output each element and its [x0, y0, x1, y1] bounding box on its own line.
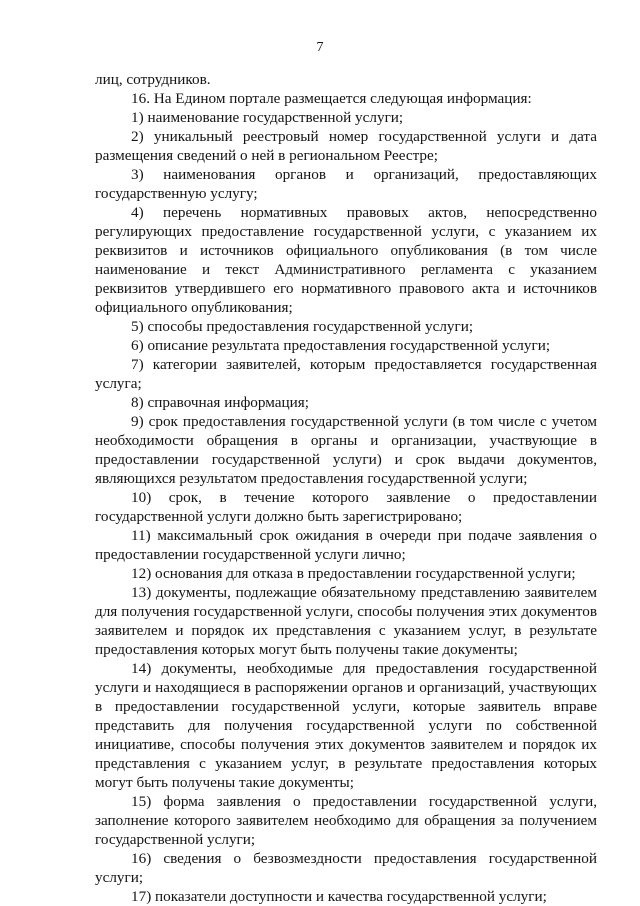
list-item-16: 16) сведения о безвозмездности предоставления государственной услуги;: [95, 850, 597, 886]
list-item-6: 6) описание результата предоставления государственной услуги;: [131, 337, 551, 354]
list-item-13: 13) документы, подлежащие обязательному представлению заявителем для получения государственной услуги, способы получения этих документов заявителем и порядок их представления с указанием услуг, в результате предоставления которых могут быть получены такие документы;: [95, 584, 597, 658]
list-item-14: 14) документы, необходимые для предоставления государственной услуги и находящиеся в распоряжении органов и организаций, участвующих в предоставлении государственной услуги, которые заявитель вправе представить для получения государственной услуги по собственной инициативе, способы получения этих документов заявителем и порядок их представления с указанием услуг, в результате предоставления которых могут быть получены такие документы;: [95, 660, 597, 791]
list-item-2: 2) уникальный реестровый номер государственной услуги и дата размещения сведений о ней в региональном Реестре;: [95, 128, 597, 164]
page-number: 7: [316, 40, 324, 55]
list-item-12: 12) основания для отказа в предоставлении государственной услуги;: [131, 565, 576, 582]
paragraph-continuation: лиц, сотрудников.: [95, 71, 211, 88]
document-body: [95, 70, 597, 906]
list-item-4: 4) перечень нормативных правовых актов, непосредственно регулирующих предоставление государственной услуги, с указанием их реквизитов и источников официального опубликования (в том числе наименование и текст Административного регламента с указанием реквизитов утвердившего его нормативного правового акта и источников официального опубликования;: [95, 204, 597, 316]
paragraph-item-16-heading: 16. На Едином портале размещается следующая информация:: [131, 90, 532, 107]
list-item-1: 1) наименование государственной услуги;: [131, 109, 404, 126]
list-item-7: 7) категории заявителей, которым предоставляется государственная услуга;: [95, 356, 597, 392]
list-item-9: 9) срок предоставления государственной услуги (в том числе с учетом необходимости обращения в органы и организации, участвующие в предоставлении государственной услуги) и срок выдачи документов, являющихся результатом предоставления государственной услуги;: [95, 413, 597, 487]
list-item-8: 8) справочная информация;: [131, 394, 309, 411]
list-item-3: 3) наименования органов и организаций, предоставляющих государственную услугу;: [95, 166, 597, 202]
list-item-15: 15) форма заявления о предоставлении государственной услуги, заполнение которого заявителем необходимо для обращения за получением государственной услуги;: [95, 793, 597, 848]
list-item-5: 5) способы предоставления государственной услуги;: [131, 318, 474, 335]
list-item-17: 17) показатели доступности и качества государственной услуги;: [131, 888, 547, 905]
list-item-10: 10) срок, в течение которого заявление о предоставлении государственной услуги должно быть зарегистрировано;: [95, 489, 597, 525]
list-item-11: 11) максимальный срок ожидания в очереди при подаче заявления о предоставлении государственной услуги лично;: [95, 527, 597, 563]
